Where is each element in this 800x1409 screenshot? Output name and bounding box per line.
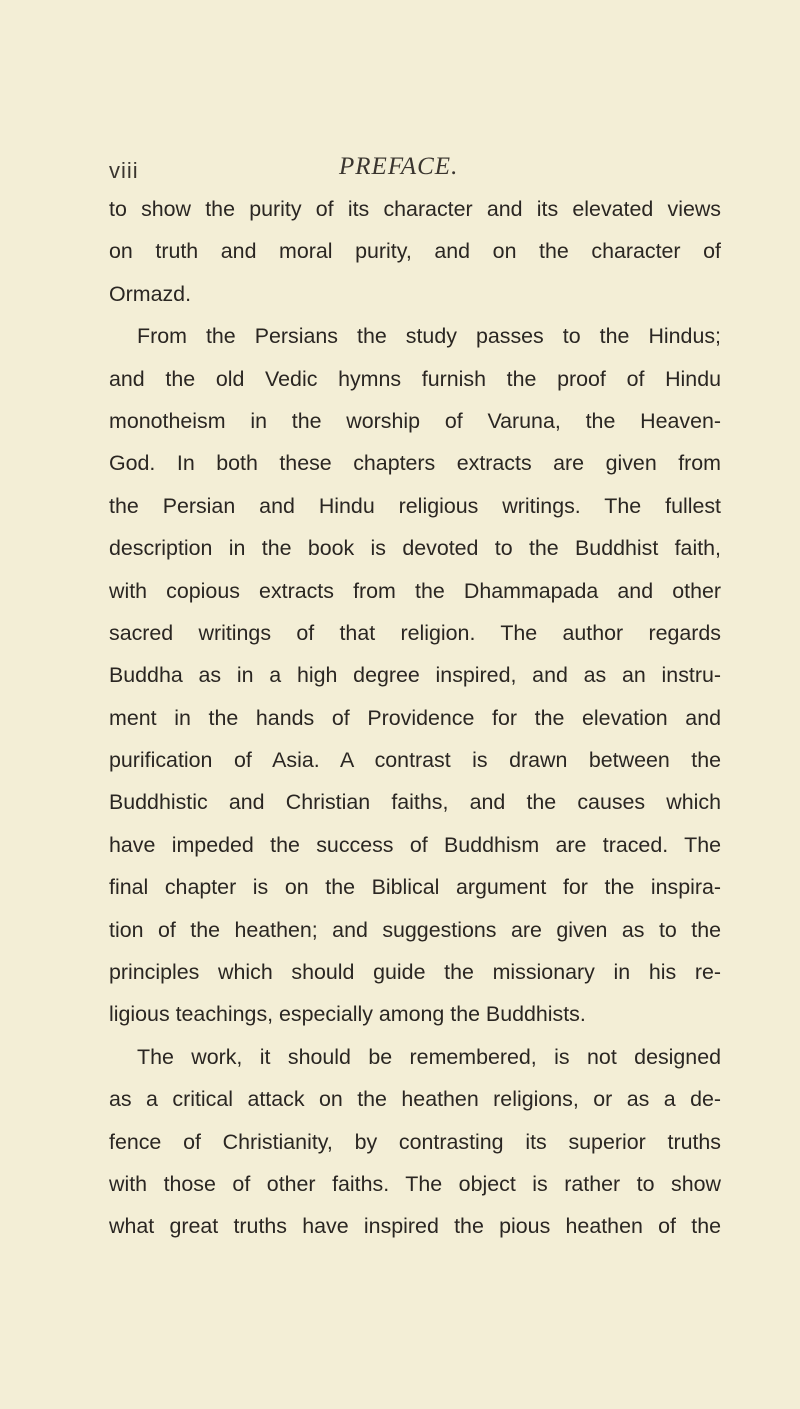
text-line: God. In both these chapters extracts are given from [109, 451, 721, 476]
text-line: with those of other faiths. The object is rather to show [109, 1171, 721, 1196]
text-line: what great truths have inspired the pious heathen of the [109, 1214, 721, 1239]
text-line: on truth and moral purity, and on the character of [109, 239, 721, 264]
text-line: purification of Asia. A contrast is drawn between the [109, 748, 721, 773]
text-line: have impeded the success of Buddhism are traced. The [109, 832, 721, 857]
text-line: The work, it should be remembered, is not designed [137, 1044, 721, 1069]
body-text [109, 188, 721, 1248]
text-line: the Persian and Hindu religious writings. The fullest [109, 493, 721, 518]
text-line: sacred writings of that religion. The author regards [109, 620, 721, 645]
text-line: with copious extracts from the Dhammapada and other [109, 578, 721, 603]
text-line: From the Persians the study passes to the Hindus; [137, 324, 721, 349]
text-line: principles which should guide the missionary in his re- [109, 960, 721, 985]
text-line: ligious teachings, especially among the Buddhists. [109, 1002, 586, 1027]
text-line: monotheism in the worship of Varuna, the Heaven- [109, 408, 721, 433]
text-line: as a critical attack on the heathen religions, or as a de- [109, 1087, 721, 1112]
running-title: PREFACE. [339, 153, 459, 180]
text-line: tion of the heathen; and suggestions are given as to the [109, 917, 721, 942]
running-head [109, 150, 721, 190]
text-line: ment in the hands of Providence for the elevation and [109, 705, 721, 730]
text-line: description in the book is devoted to the Buddhist faith, [109, 536, 721, 561]
text-line: and the old Vedic hymns furnish the proof of Hindu [109, 366, 721, 391]
page-number: viii [109, 158, 139, 183]
text-line: Buddhistic and Christian faiths, and the causes which [109, 790, 721, 815]
text-line: fence of Christianity, by contrasting its superior truths [109, 1129, 721, 1154]
text-line: Ormazd. [109, 281, 192, 306]
text-line: to show the purity of its character and its elevated views [109, 197, 721, 221]
text-line: final chapter is on the Biblical argument for the inspira- [109, 875, 721, 900]
text-line: Buddha as in a high degree inspired, and as an instru- [109, 663, 721, 688]
